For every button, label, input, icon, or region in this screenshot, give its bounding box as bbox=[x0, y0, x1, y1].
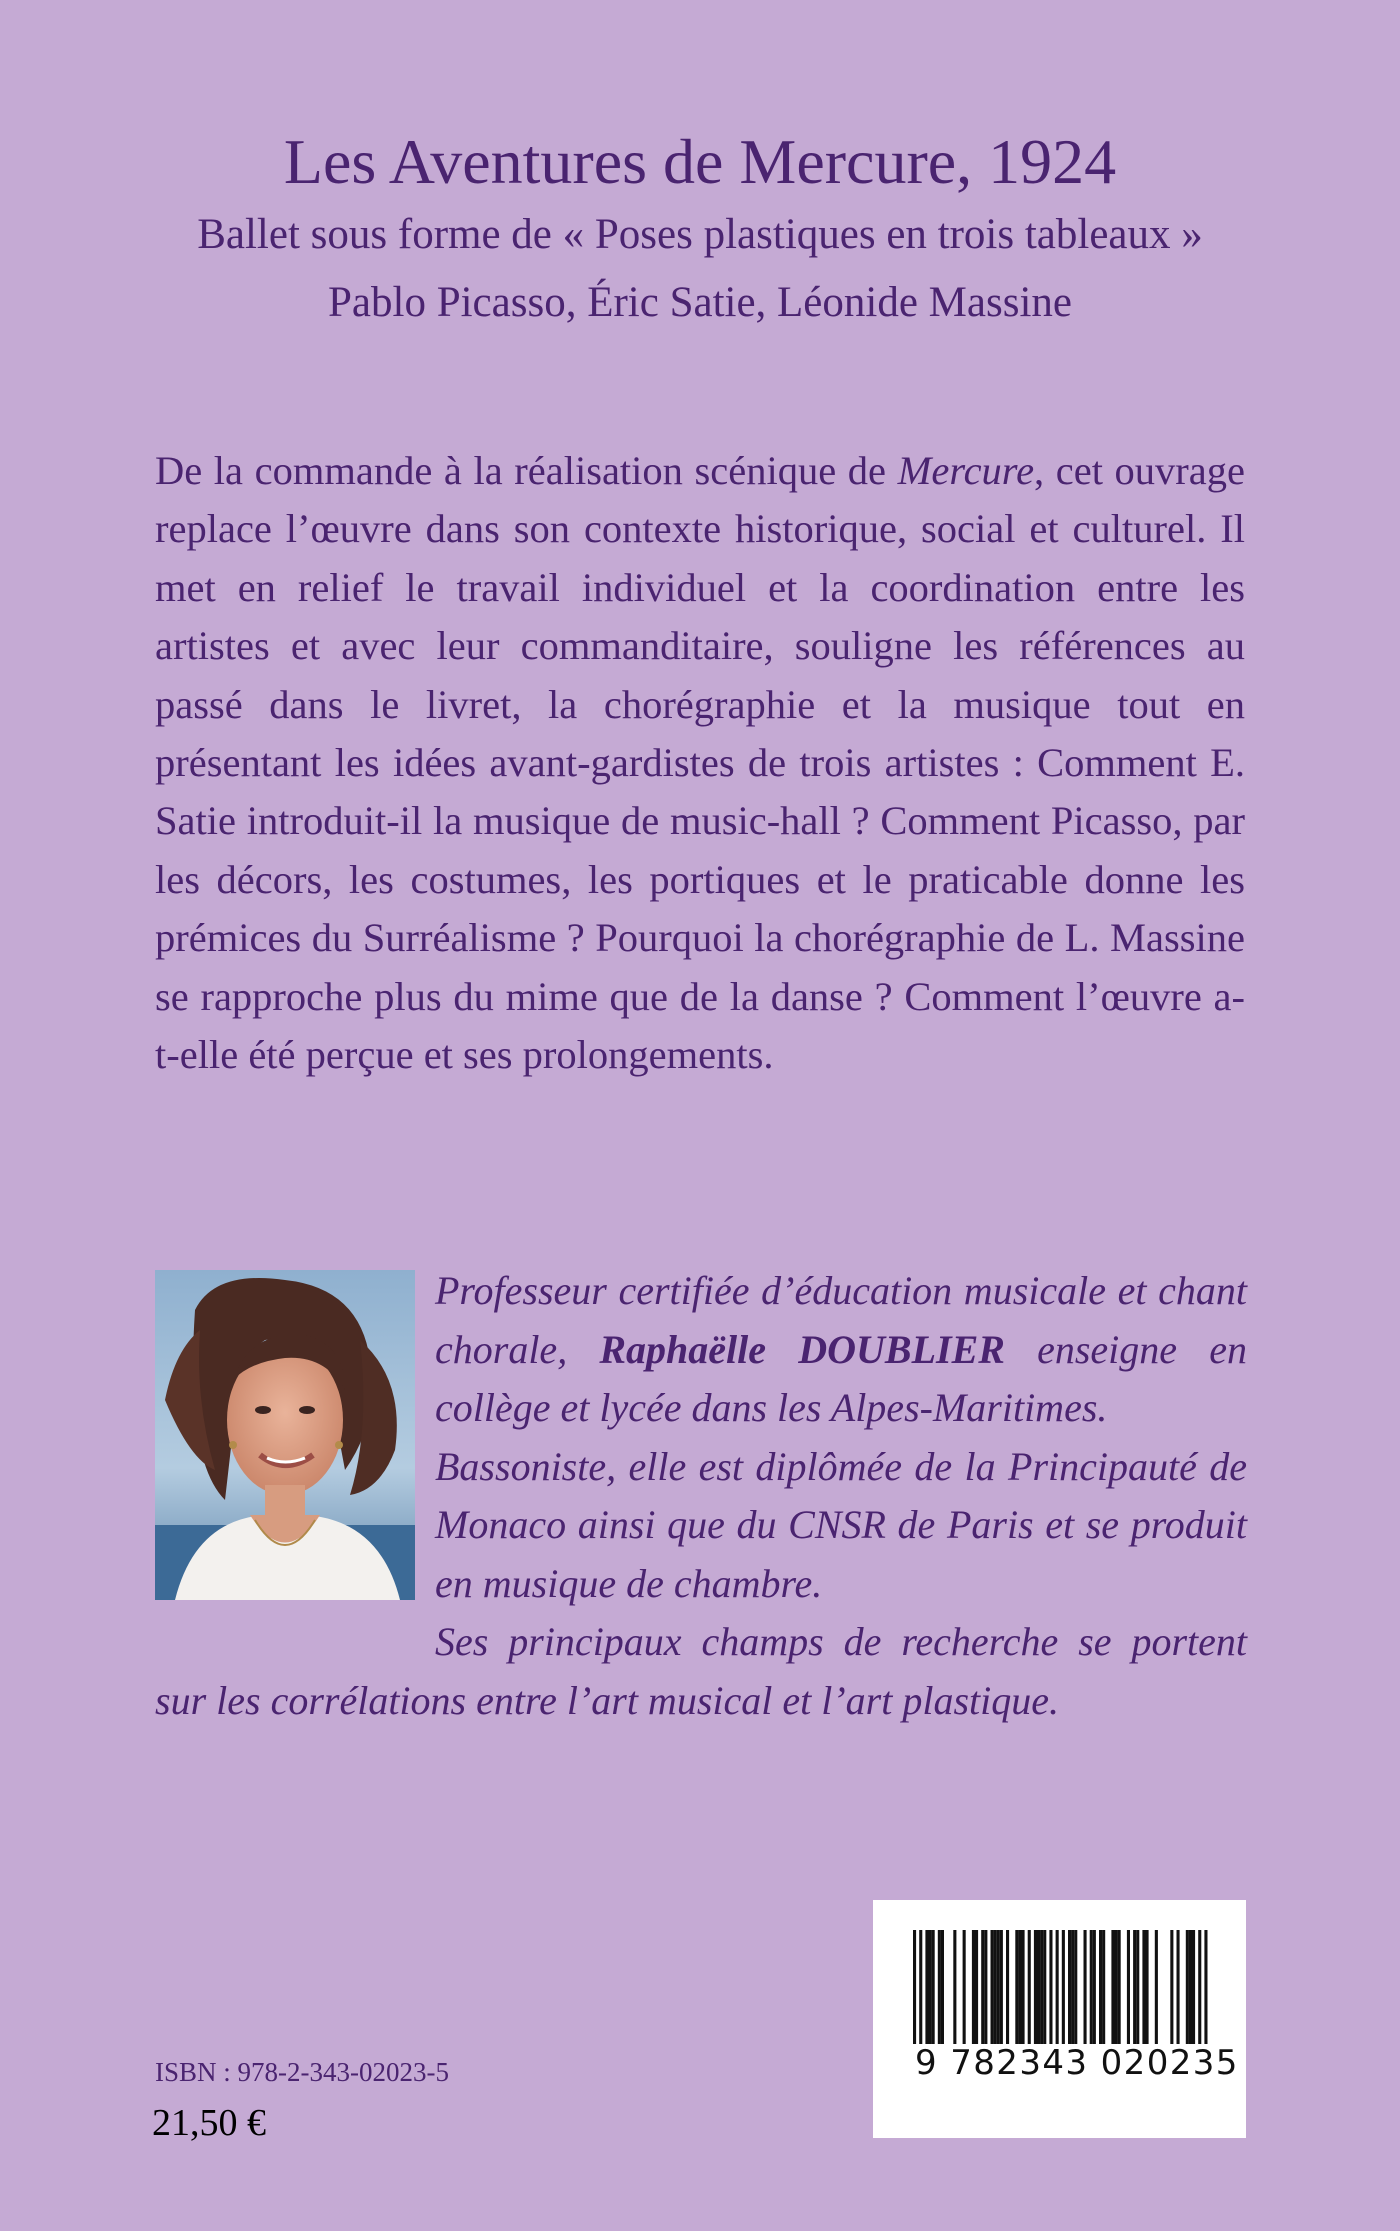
author-name: Raphaëlle DOUBLIER bbox=[599, 1326, 1005, 1372]
bio-text: enseigne en collège et lycée dans les Alpes-Maritimes. bbox=[435, 1326, 1247, 1430]
bio-paragraph-2: Bassoniste, elle est diplômée de la Principauté de Monaco ainsi que du CNSR de Paris et se produit en musique de chambre. bbox=[435, 1443, 1247, 1606]
summary-intro: De la commande à la réalisation scénique de bbox=[155, 448, 898, 493]
bio-paragraph-3: Ses principaux champs de recherche se portent sur les corrélations entre l’art musical et l’art plastique. bbox=[155, 1619, 1247, 1723]
barcode-digits: 9 782343 020235 bbox=[915, 2043, 1239, 2083]
summary-body: , cet ouvrage replace l’œuvre dans son contexte historique, social et culturel. Il met en relief le travail individuel et la coordination entre les artistes et avec leur commanditaire, souligne les références au passé dans le livret, la chorégraphie et la musique tout en présentant les idées avant-gardistes de trois artistes : Comment E. Satie introduit-il la musique de music-hall ? Comment Picasso, par les décors, les costumes, les portiques et le praticable donne les prémices du Surréalisme ? Pourquoi la chorégraphie de L. Massine se rapproche plus du mime que de la danse ? Comment l’œuvre a-t-elle été perçue et ses prolongements. bbox=[155, 448, 1245, 1078]
author-bio bbox=[155, 1262, 1247, 1730]
price: 21,50 € bbox=[152, 2102, 266, 2144]
summary-text bbox=[155, 442, 1245, 1084]
book-artists: Pablo Picasso, Éric Satie, Léonide Massine bbox=[328, 279, 1072, 326]
isbn: ISBN : 978-2-343-02023-5 bbox=[155, 2057, 449, 2087]
summary-work-title: Mercure bbox=[897, 448, 1035, 493]
bio-text: Professeur certifiée d’éducation musicale et chant chorale, bbox=[435, 1268, 1247, 1372]
book-title: Les Aventures de Mercure, 1924 bbox=[283, 126, 1117, 197]
book-subtitle: Ballet sous forme de « Poses plastiques en trois tableaux » bbox=[197, 211, 1203, 258]
barcode-bars bbox=[873, 1900, 1246, 2138]
barcode bbox=[873, 1900, 1246, 2138]
